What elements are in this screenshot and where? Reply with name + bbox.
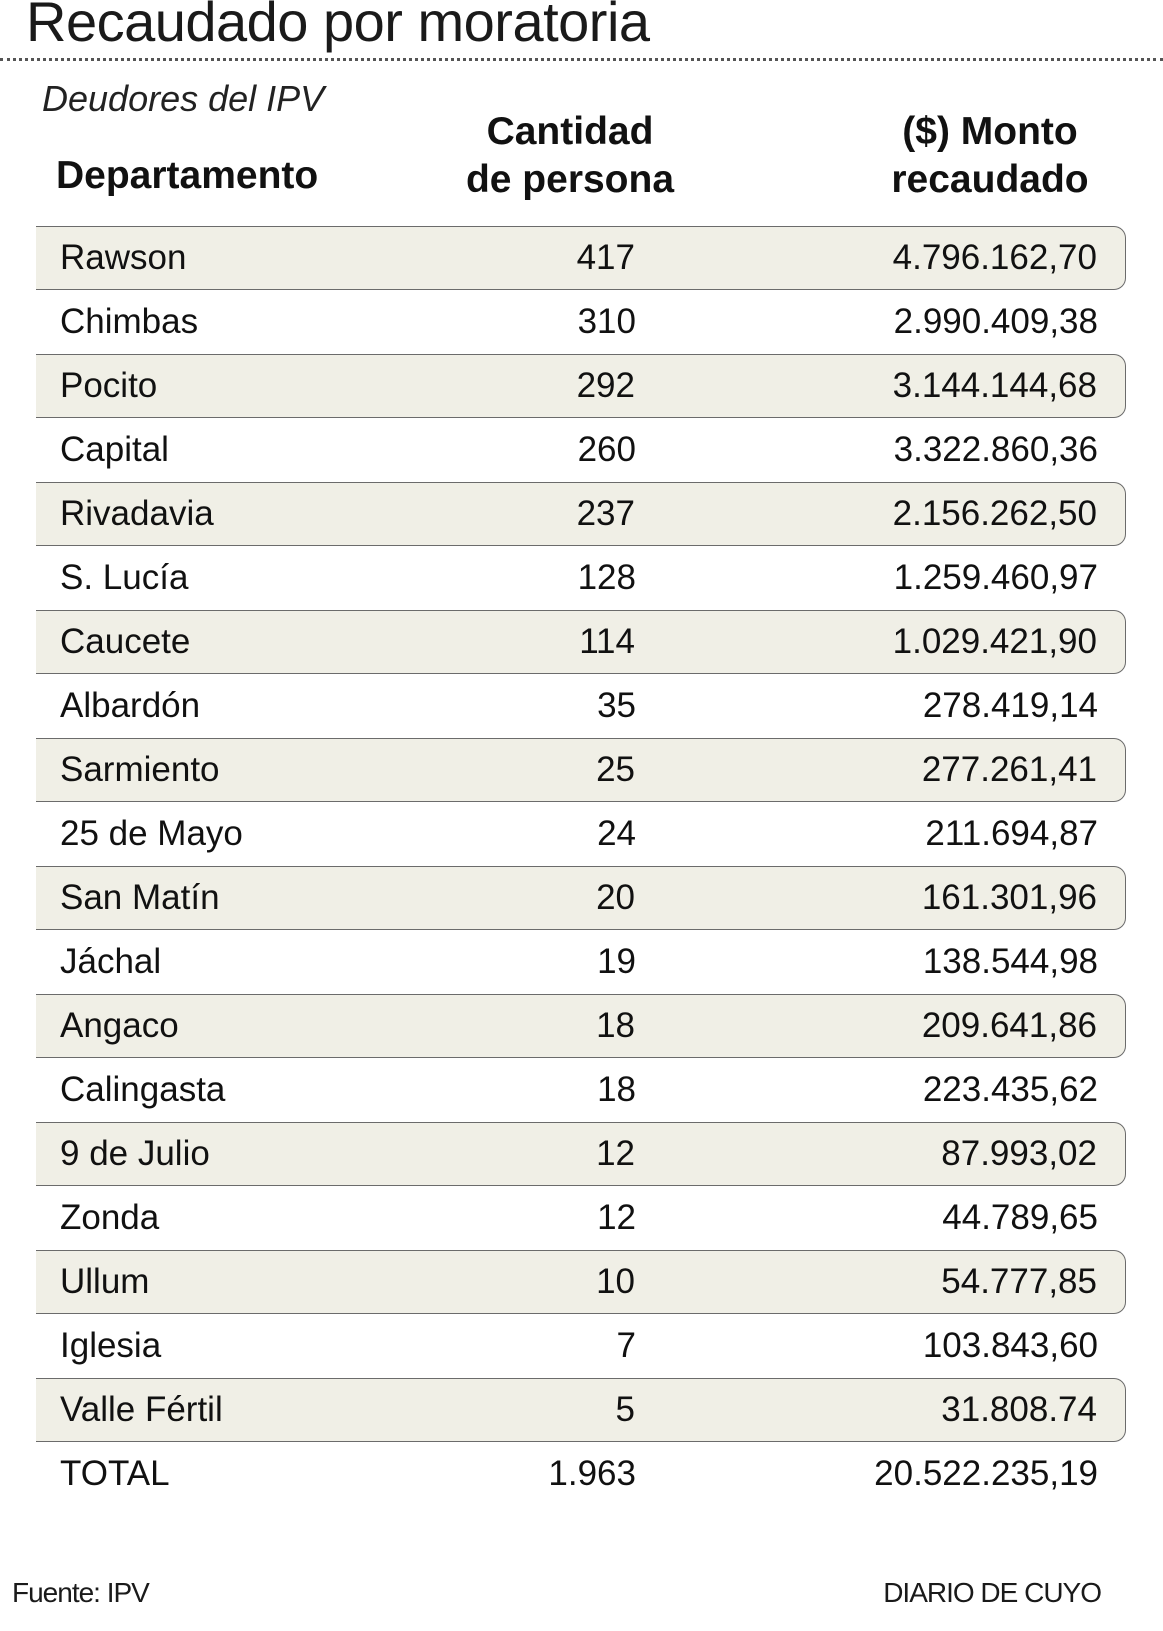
table-row bbox=[36, 1122, 1126, 1186]
quantity-cell: 35 bbox=[597, 686, 636, 725]
source-note: Fuente: IPV bbox=[12, 1577, 149, 1608]
column-header-amount-line-2: recaudado bbox=[891, 158, 1089, 201]
table-row bbox=[36, 674, 1126, 738]
table-row bbox=[36, 1378, 1126, 1442]
column-header-quantity bbox=[420, 108, 720, 204]
column-header-amount-line-1: ($) Monto bbox=[902, 110, 1078, 153]
department-cell: Sarmiento bbox=[60, 750, 220, 789]
table-row bbox=[36, 1186, 1126, 1250]
table-row bbox=[36, 994, 1126, 1058]
amount-cell: 223.435,62 bbox=[922, 1070, 1098, 1109]
department-cell: Iglesia bbox=[60, 1326, 162, 1365]
amount-cell: 3.322.860,36 bbox=[893, 430, 1098, 469]
table-total-row bbox=[36, 1442, 1126, 1506]
quantity-cell: 18 bbox=[596, 1006, 635, 1045]
table-row bbox=[36, 802, 1126, 866]
amount-cell: 54.777,85 bbox=[941, 1262, 1097, 1301]
table-row bbox=[36, 930, 1126, 994]
amount-cell: 4.796.162,70 bbox=[892, 238, 1097, 277]
quantity-cell: 12 bbox=[596, 1134, 635, 1173]
column-header-department: Departamento bbox=[56, 154, 319, 197]
department-cell: Capital bbox=[60, 430, 169, 469]
quantity-cell: 5 bbox=[615, 1390, 635, 1429]
quantity-cell: 20 bbox=[596, 878, 635, 917]
table-row bbox=[36, 1058, 1126, 1122]
title-divider bbox=[0, 58, 1163, 61]
table-row bbox=[36, 546, 1126, 610]
department-cell: Rawson bbox=[60, 238, 187, 277]
table-row bbox=[36, 290, 1126, 354]
amount-cell: 2.156.262,50 bbox=[892, 494, 1097, 533]
amount-cell: 2.990.409,38 bbox=[893, 302, 1098, 341]
quantity-cell: 24 bbox=[597, 814, 636, 853]
quantity-cell: 417 bbox=[576, 238, 635, 277]
department-cell: Valle Fértil bbox=[60, 1390, 223, 1429]
data-table-body bbox=[0, 226, 1163, 1506]
quantity-cell: 260 bbox=[577, 430, 636, 469]
table-row bbox=[36, 354, 1126, 418]
department-cell: Angaco bbox=[60, 1006, 179, 1045]
amount-cell: 278.419,14 bbox=[922, 686, 1098, 725]
department-cell: Calingasta bbox=[60, 1070, 226, 1109]
column-header-amount bbox=[840, 108, 1140, 204]
amount-cell: 44.789,65 bbox=[942, 1198, 1098, 1237]
department-cell: Jáchal bbox=[60, 942, 162, 981]
table-row bbox=[36, 866, 1126, 930]
quantity-cell: 237 bbox=[576, 494, 635, 533]
amount-cell: 103.843,60 bbox=[922, 1326, 1098, 1365]
quantity-cell: 25 bbox=[596, 750, 635, 789]
chart-title: Recaudado por moratoria bbox=[26, 0, 650, 53]
department-cell: Caucete bbox=[60, 622, 191, 661]
quantity-cell: 310 bbox=[577, 302, 636, 341]
amount-cell: 87.993,02 bbox=[941, 1134, 1097, 1173]
quantity-cell: 292 bbox=[576, 366, 635, 405]
quantity-cell: 114 bbox=[579, 622, 635, 661]
department-cell: 25 de Mayo bbox=[60, 814, 243, 853]
amount-cell: 211.694,87 bbox=[925, 814, 1098, 853]
table-row bbox=[36, 610, 1126, 674]
amount-cell: 20.522.235,19 bbox=[874, 1454, 1098, 1493]
amount-cell: 3.144.144,68 bbox=[892, 366, 1097, 405]
table-row bbox=[36, 226, 1126, 290]
column-header-quantity-line-2: de persona bbox=[465, 158, 675, 201]
quantity-cell: 19 bbox=[597, 942, 636, 981]
department-cell: Ullum bbox=[60, 1262, 150, 1301]
department-cell: Zonda bbox=[60, 1198, 160, 1237]
department-cell: S. Lucía bbox=[60, 558, 189, 597]
amount-cell: 31.808.74 bbox=[941, 1390, 1097, 1429]
amount-cell: 1.029.421,90 bbox=[892, 622, 1097, 661]
quantity-cell: 128 bbox=[577, 558, 636, 597]
amount-cell: 209.641,86 bbox=[921, 1006, 1097, 1045]
chart-subtitle: Deudores del IPV bbox=[42, 78, 325, 119]
table-row bbox=[36, 1250, 1126, 1314]
amount-cell: 161.301,96 bbox=[921, 878, 1097, 917]
department-cell: Chimbas bbox=[60, 302, 199, 341]
quantity-cell: 18 bbox=[597, 1070, 636, 1109]
table-row bbox=[36, 738, 1126, 802]
amount-cell: 277.261,41 bbox=[921, 750, 1097, 789]
quantity-cell: 12 bbox=[597, 1198, 636, 1237]
department-cell: Pocito bbox=[60, 366, 158, 405]
amount-cell: 1.259.460,97 bbox=[893, 558, 1098, 597]
table-row bbox=[36, 1314, 1126, 1378]
department-cell: Albardón bbox=[60, 686, 201, 725]
quantity-cell: 10 bbox=[596, 1262, 635, 1301]
quantity-cell: 1.963 bbox=[548, 1454, 636, 1493]
table-row bbox=[36, 418, 1126, 482]
department-cell: 9 de Julio bbox=[60, 1134, 210, 1173]
department-cell: Rivadavia bbox=[60, 494, 214, 533]
amount-cell: 138.544,98 bbox=[922, 942, 1098, 981]
publisher-credit: DIARIO DE CUYO bbox=[883, 1577, 1101, 1608]
column-header-quantity-line-1: Cantidad bbox=[486, 110, 654, 153]
table-row bbox=[36, 482, 1126, 546]
department-cell: TOTAL bbox=[60, 1454, 170, 1493]
quantity-cell: 7 bbox=[616, 1326, 636, 1365]
department-cell: San Matín bbox=[60, 878, 220, 917]
